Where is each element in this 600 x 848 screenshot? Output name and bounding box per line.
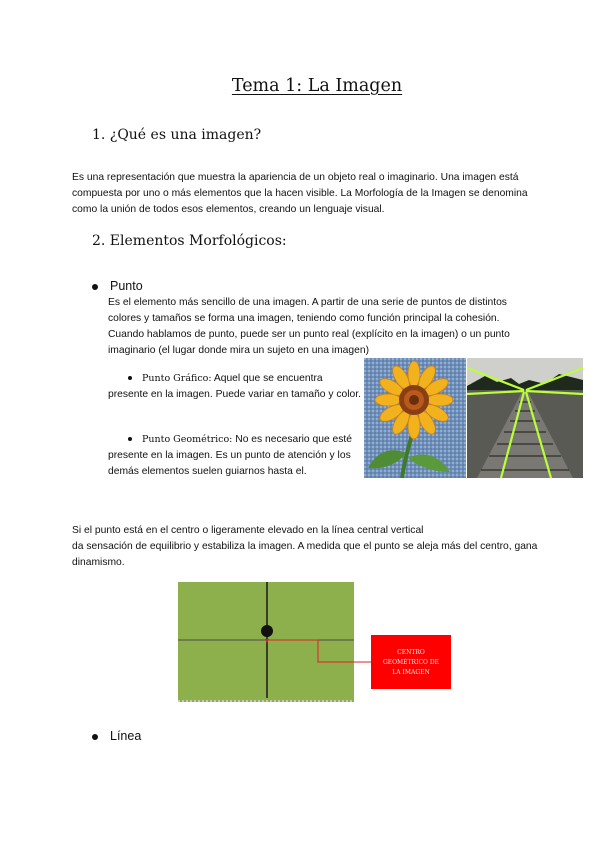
centro-paragraph-line2: da sensación de equilibrio y estabiliza la imagen. A medida que el punto se aleja más del centro, gana dinamismo. bbox=[72, 541, 538, 568]
centro-paragraph bbox=[72, 523, 542, 571]
punto-geometrico-label: Punto Geométrico: bbox=[142, 434, 233, 445]
punto-geometrico-text: No es necesario que esté presente en la imagen. Es un punto de atención y los demás elementos suelen guiarnos hasta el. bbox=[108, 434, 353, 477]
punto-grafico-text: Aquel que se encuentra presente en la imagen. Puede variar en tamaño y color. bbox=[108, 373, 361, 400]
centro-paragraph-line1: Si el punto está en el centro o ligeramente elevado en la línea central vertical bbox=[72, 525, 424, 536]
callout-line2: GEOMÉTRICO DE bbox=[382, 659, 440, 666]
sub-bullet-dot bbox=[128, 437, 132, 441]
geometric-center-diagram bbox=[178, 582, 456, 704]
sunflower-image bbox=[364, 358, 466, 478]
intro-paragraph: Es una representación que muestra la apariencia de un objeto real o imaginario. Una imagen está compuesta por uno o más elementos que la hacen visible. La Morfología de la Imagen se denomina como la unión de todos esos elementos, creando un lenguaje visual. bbox=[72, 172, 528, 215]
sub-bullet-punto-grafico bbox=[108, 371, 364, 403]
sub-bullet-dot bbox=[128, 376, 132, 380]
punto-grafico-label: Punto Gráfico: bbox=[142, 373, 212, 384]
bullet-linea bbox=[92, 729, 141, 743]
bullet-dot bbox=[92, 734, 98, 740]
bullet-punto-label: Punto bbox=[110, 279, 143, 293]
bullet-dot bbox=[92, 284, 98, 290]
sub-bullet-punto-geometrico bbox=[108, 432, 364, 480]
section-heading-que-es: 1. ¿Qué es una imagen? bbox=[92, 127, 262, 143]
page-title: Tema 1: La Imagen bbox=[231, 76, 403, 96]
center-point bbox=[261, 625, 273, 637]
section-heading-elementos: 2. Elementos Morfológicos: bbox=[92, 233, 287, 249]
punto-description: Es el elemento más sencillo de una imagen. A partir de una serie de puntos de distintos colores y tamaños se forma una imagen, teniendo como función principal la cohesión. Cuando hablamos de punto, puede ser un punto real (explícito en la imagen) o un punto imaginario (el lugar donde mira un sujeto en una imagen) bbox=[108, 297, 510, 356]
callout-line1: CENTRO bbox=[397, 649, 425, 656]
bullet-punto bbox=[92, 279, 143, 293]
callout-line3: LA IMAGEN bbox=[392, 669, 430, 676]
diagram-canvas bbox=[178, 582, 354, 702]
railway-image bbox=[467, 358, 583, 478]
bullet-linea-label: Línea bbox=[110, 729, 142, 743]
